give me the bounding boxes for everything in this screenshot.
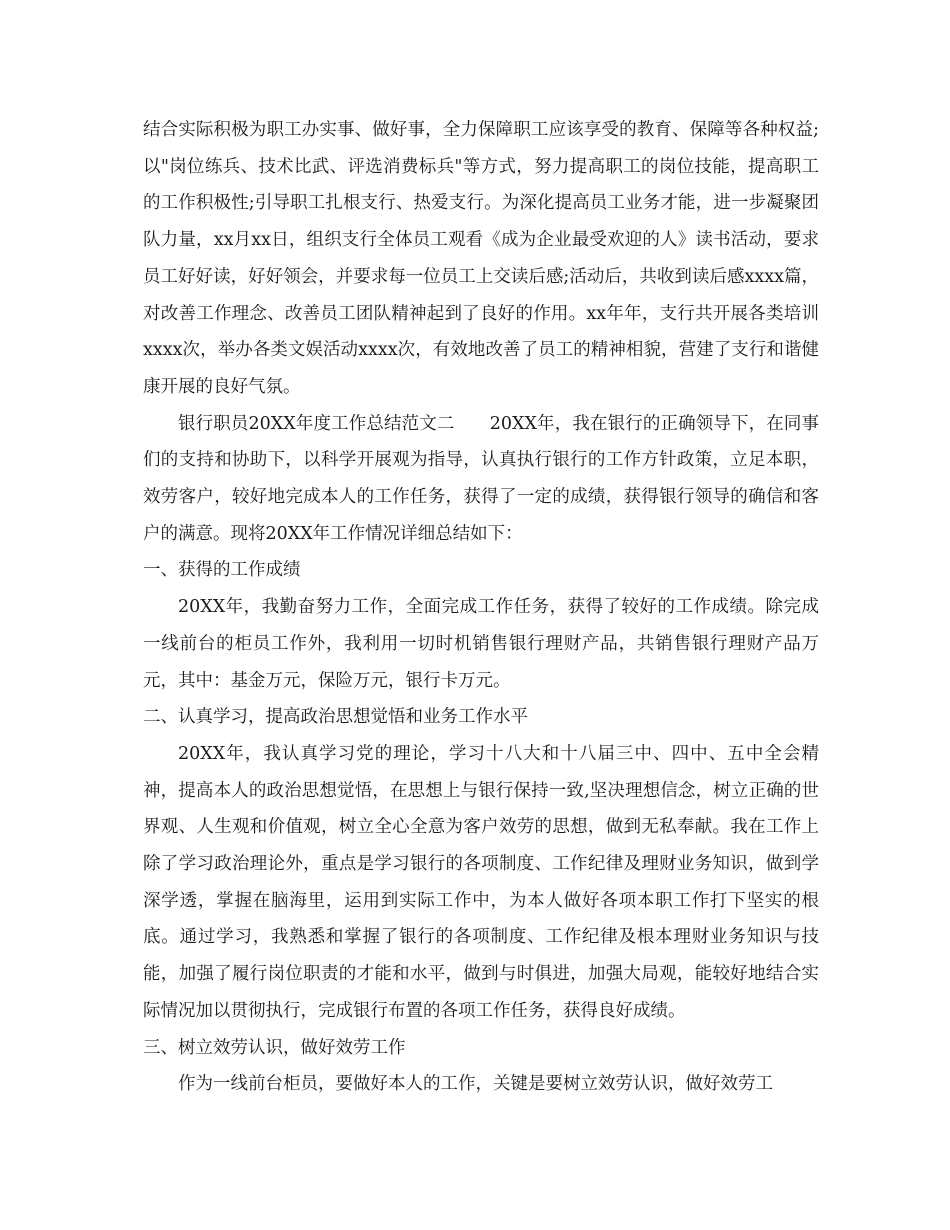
paragraph-continued: 结合实际积极为职工办实事、做好事，全力保障职工应该享受的教育、保障等各种权益;以"岗位练兵、技术比武、评选消费标兵"等方式，努力提高职工的岗位技能，提高职工的工作积极性;引导职工扎根支行、热爱支行。为深化提高员工业务才能，进一步凝聚团队力量，xx月xx日，组织支行全体员工观看《成为企业最受欢迎的人》读书活动，要求员工好好读，好好领会，并要求每一位员工上交读后感;活动后，共收到读后感xxxx篇，对改善工作理念、改善员工团队精神起到了良好的作用。xx年年，支行共开展各类培训xxxx次，举办各类文娱活动xxxx次，有效地改善了员工的精神相貌，营建了支行和谐健康开展的良好气氛。 (143, 120, 819, 397)
section-heading-service: 三、树立效劳认识，做好效劳工作 (143, 1037, 406, 1058)
section-heading-achievements: 一、获得的工作成绩 (143, 560, 301, 581)
paragraph-achievements: 20XX年，我勤奋努力工作，全面完成工作任务，获得了较好的工作成绩。除完成一线前台的柜员工作外，我利用一切时机销售银行理财产品，共销售银行理财产品万元，其中：基金万元，保险万元，银行卡万元。 (143, 597, 819, 691)
document-body (143, 112, 819, 1103)
paragraph-summary-intro: 银行职员20XX年度工作总结范文二 20XX年，我在银行的正确领导下，在同事们的支持和协助下，以科学开展观为指导，认真执行银行的工作方针政策，立足本职，效劳客户，较好地完成本人的工作任务，获得了一定的成绩，获得银行领导的确信和客户的满意。现将20XX年工作情况详细总结如下： (143, 413, 819, 544)
paragraph-study: 20XX年，我认真学习党的理论，学习十八大和十八届三中、四中、五中全会精神，提高本人的政治思想觉悟，在思想上与银行保持一致,坚决理想信念，树立正确的世界观、人生观和价值观，树立全心全意为客户效劳的思想，做到无私奉献。我在工作上除了学习政治理论外，重点是学习银行的各项制度、工作纪律及理财业务知识，做到学深学透，掌握在脑海里，运用到实际工作中，为本人做好各项本职工作打下坚实的根底。通过学习，我熟悉和掌握了银行的各项制度、工作纪律及根本理财业务知识与技能，加强了履行岗位职责的才能和水平，做到与时俱进，加强大局观，能较好地结合实际情况加以贯彻执行，完成银行布置的各项工作任务，获得良好成绩。 (143, 743, 819, 1021)
paragraph-service: 作为一线前台柜员，要做好本人的工作，关键是要树立效劳认识，做好效劳工 (178, 1074, 773, 1095)
section-heading-study: 二、认真学习，提高政治思想觉悟和业务工作水平 (143, 707, 528, 728)
